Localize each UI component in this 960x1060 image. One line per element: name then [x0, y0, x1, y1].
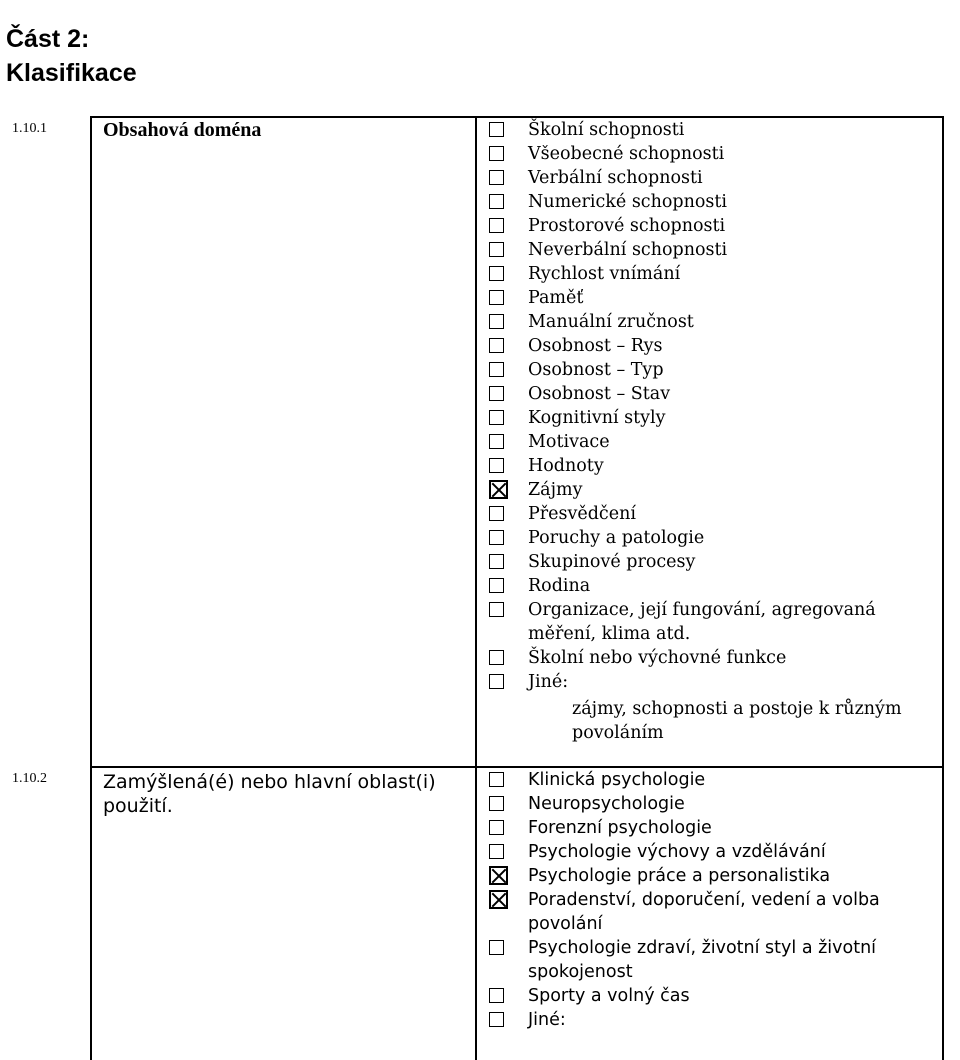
checklist-item — [489, 670, 939, 694]
checklist-item — [489, 888, 939, 936]
checklist-item — [489, 454, 939, 478]
checklist-item — [489, 310, 939, 334]
section-label: Obsahová doména — [103, 119, 262, 141]
checkbox[interactable] — [489, 194, 504, 209]
checkbox[interactable] — [489, 554, 504, 569]
checkbox[interactable] — [489, 338, 504, 353]
other-text: zájmy, schopnosti a postoje k různým povoláním — [572, 699, 902, 743]
checklist-item — [489, 118, 939, 142]
checked-checkbox[interactable] — [489, 480, 508, 499]
checklist-item-label: Poruchy a patologie — [528, 528, 705, 548]
checklist-item-label: Kognitivní styly — [528, 408, 666, 428]
checklist-item — [489, 214, 939, 238]
checkbox[interactable] — [489, 314, 504, 329]
checklist-item-label: Jiné: — [528, 672, 569, 692]
checklist-item-label: Forenzní psychologie — [528, 818, 712, 838]
checklist-item-label: Prostorové schopnosti — [528, 216, 726, 236]
checklist-item — [489, 598, 939, 646]
checklist-item — [489, 816, 939, 840]
checkbox[interactable] — [489, 988, 504, 1003]
checklist-item — [489, 1008, 939, 1032]
checklist-item — [489, 142, 939, 166]
checkbox[interactable] — [489, 218, 504, 233]
checklist-item — [489, 262, 939, 286]
checkbox[interactable] — [489, 290, 504, 305]
checklist-item — [489, 430, 939, 454]
checkbox[interactable] — [489, 602, 504, 617]
checklist-item — [489, 936, 939, 984]
checkbox[interactable] — [489, 146, 504, 161]
checklist-item — [489, 334, 939, 358]
checklist-item-label: Psychologie práce a personalistika — [528, 866, 831, 886]
checklist-item — [489, 526, 939, 550]
checklist-item — [489, 358, 939, 382]
checklist-item — [489, 574, 939, 598]
checklist-item-label: Jiné: — [528, 1010, 566, 1030]
checklist-item — [489, 166, 939, 190]
checkbox[interactable] — [489, 266, 504, 281]
checkbox[interactable] — [489, 820, 504, 835]
checkbox[interactable] — [489, 386, 504, 401]
checklist-item — [489, 190, 939, 214]
checklist-item-label: Verbální schopnosti — [528, 168, 703, 188]
checklist-item-label: Rodina — [528, 576, 591, 596]
checkbox[interactable] — [489, 410, 504, 425]
checkbox[interactable] — [489, 506, 504, 521]
checklist-item — [489, 478, 939, 502]
checklist-item-label: Osobnost – Stav — [528, 384, 671, 404]
checkbox[interactable] — [489, 772, 504, 787]
checklist-item-label: Neuropsychologie — [528, 794, 685, 814]
checklist-item — [489, 984, 939, 1008]
application-area-list — [489, 768, 939, 1032]
checklist-item-label: Motivace — [528, 432, 610, 452]
checklist-item-label: Přesvědčení — [528, 504, 636, 524]
table-mid-border — [475, 116, 477, 1060]
checked-checkbox[interactable] — [489, 890, 508, 909]
table-left-border — [90, 116, 92, 1060]
checklist-item — [489, 502, 939, 526]
checklist-item-label: Rychlost vnímání — [528, 264, 681, 284]
checklist-item-label: Paměť — [528, 288, 584, 308]
checkbox[interactable] — [489, 844, 504, 859]
section-label: Zamýšlená(é) nebo hlavní oblast(i) použití. — [103, 771, 436, 817]
checkbox[interactable] — [489, 796, 504, 811]
checklist-item — [489, 382, 939, 406]
checklist-item-label: Sporty a volný čas — [528, 986, 690, 1006]
checklist-item-label: Psychologie zdraví, životní styl a životní spokojenost — [528, 938, 877, 982]
checklist-item — [489, 768, 939, 792]
section-number: 1.10.2 — [12, 771, 47, 786]
checklist-item — [489, 406, 939, 430]
checklist-item-label: Všeobecné schopnosti — [528, 144, 725, 164]
checkbox[interactable] — [489, 1012, 504, 1027]
checklist-item-label: Poradenství, doporučení, vedení a volba povolání — [528, 890, 880, 934]
checkbox[interactable] — [489, 458, 504, 473]
checkbox[interactable] — [489, 170, 504, 185]
checked-checkbox[interactable] — [489, 866, 508, 885]
checkbox[interactable] — [489, 362, 504, 377]
checkbox[interactable] — [489, 530, 504, 545]
checkbox[interactable] — [489, 434, 504, 449]
checkbox[interactable] — [489, 650, 504, 665]
checklist-item — [489, 550, 939, 574]
checklist-item-label: Školní schopnosti — [528, 120, 685, 140]
checklist-item-label: Hodnoty — [528, 456, 604, 476]
checklist-item-label: Klinická psychologie — [528, 770, 706, 790]
checklist-item-label: Manuální zručnost — [528, 312, 694, 332]
checklist-item-label: Školní nebo výchovné funkce — [528, 648, 787, 668]
checklist-item — [489, 792, 939, 816]
content-domain-list — [489, 118, 939, 694]
checklist-item — [489, 238, 939, 262]
section-number: 1.10.1 — [12, 121, 47, 136]
checklist-item — [489, 286, 939, 310]
checklist-item — [489, 864, 939, 888]
checkbox[interactable] — [489, 940, 504, 955]
checkbox[interactable] — [489, 578, 504, 593]
checklist-item-label: Zájmy — [528, 480, 583, 500]
checklist-item-label: Numerické schopnosti — [528, 192, 728, 212]
checkbox[interactable] — [489, 242, 504, 257]
checkbox[interactable] — [489, 674, 504, 689]
checklist-item-label: Neverbální schopnosti — [528, 240, 728, 260]
title-line-1: Část 2: — [6, 25, 90, 53]
checklist-item-label: Organizace, její fungování, agregovaná měření, klima atd. — [528, 600, 876, 644]
checklist-item-label: Osobnost – Typ — [528, 360, 664, 380]
checklist-item — [489, 840, 939, 864]
checklist-item — [489, 646, 939, 670]
checklist-item-label: Skupinové procesy — [528, 552, 696, 572]
table-right-border — [942, 116, 944, 1060]
checklist-item-label: Psychologie výchovy a vzdělávání — [528, 842, 826, 862]
checklist-item-label: Osobnost – Rys — [528, 336, 663, 356]
title-line-2: Klasifikace — [6, 59, 137, 87]
checkbox[interactable] — [489, 122, 504, 137]
